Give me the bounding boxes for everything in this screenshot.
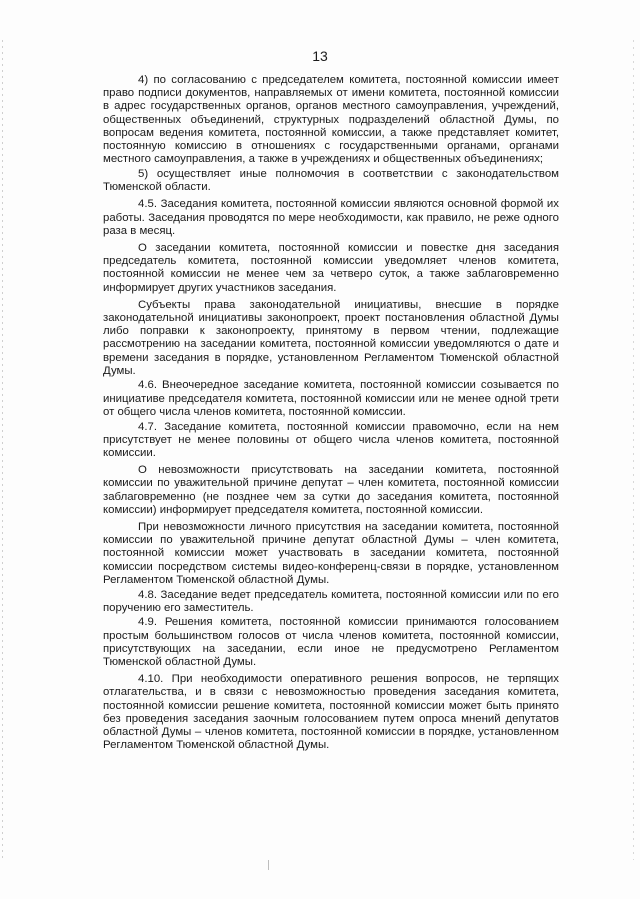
scan-edge-mark-left xyxy=(2,40,3,860)
paragraph-4-5-notification: О заседании комитета, постоянной комиссии и повестке дня заседания председатель комитета, постоянной комиссии уведомляет членов комитета, постоянной комиссии не менее чем за четверо суток, а также заблаговременно информирует других участников заседания. xyxy=(103,241,559,294)
paragraph-4-7-video-conference: При невозможности личного присутствия на заседании комитета, постоянной комиссии по уважительной причине депутат областной Думы – член комитета, постоянной комиссии может участвовать в заседании комитета, постоянной комиссии посредством системы видео-конференц-связи в порядке, установленном Регламентом Тюменской областной Думы. xyxy=(103,521,559,586)
document-body xyxy=(103,74,559,754)
paragraph-4-5-initiative-subjects: Субъекты права законодательной инициативы, внесшие в порядке законодательной инициативы законопроект, проект постановления областной Думы либо поправки к законопроекту, принятому в первом чтении, подлежащие рассмотрению на заседании комитета, постоянной комиссии уведомляются о дате и времени заседания в порядке, установленном Регламентом Тюменской областной Думы. xyxy=(103,298,559,377)
paragraph-4-4-item-4: 4) по согласованию с председателем комитета, постоянной комиссии имеет право подписи документов, направляемых от имени комитета, постоянной комиссии в адрес государственных органов, органов местного самоуправления, учреждений, общественных объединений, структурных подразделений областной Думы, по вопросам ведения комитета, постоянной комиссии, а также представляет комитет, постоянную комиссию в отношениях с государственными органами, органами местного самоуправления, а также в учреждениях и общественных объединениях; xyxy=(103,74,559,166)
scan-edge-mark-right xyxy=(633,40,634,860)
paragraph-4-10: 4.10. При необходимости оперативного решения вопросов, не терпящих отлагательства, и в связи с невозможностью проведения заседания комитета, постоянной комиссии решение комитета, постоянной комиссии может быть принято без проведения заседания заочным голосованием путем опроса мнений депутатов областной Думы – членов комитета, постоянной комиссии в порядке, установленном Регламентом Тюменской областной Думы. xyxy=(103,673,559,752)
paragraph-4-4-item-5: 5) осуществляет иные полномочия в соответствии с законодательством Тюменской области. xyxy=(103,167,559,194)
paragraph-4-6: 4.6. Внеочередное заседание комитета, постоянной комиссии созывается по инициативе председателя комитета, постоянной комиссии или не менее одной трети от общего числа членов комитета, постоянной комиссии. xyxy=(103,379,559,418)
paragraph-4-7-absence-notice: О невозможности присутствовать на заседании комитета, постоянной комиссии по уважительной причине депутат – член комитета, постоянной комиссии заблаговременно (не позднее чем за сутки до заседания комитета, постоянной комиссии) информирует председателя комитета, постоянной комиссии. xyxy=(103,464,559,516)
paragraph-4-8: 4.8. Заседание ведет председатель комитета, постоянной комиссии или по его поручению его заместитель. xyxy=(103,588,559,614)
paragraph-4-7: 4.7. Заседание комитета, постоянной комиссии правомочно, если на нем присутствует не менее половины от общего числа членов комитета, постоянной комиссии. xyxy=(103,420,559,459)
paragraph-4-5: 4.5. Заседания комитета, постоянной комиссии являются основной формой их работы. Заседания проводятся по мере необходимости, как правило, не реже одного раза в месяц. xyxy=(103,198,559,237)
page-number: 13 xyxy=(312,48,328,64)
scan-artifact xyxy=(268,860,269,870)
paragraph-4-9: 4.9. Решения комитета, постоянной комиссии принимаются голосованием простым большинством голосов от числа членов комитета, постоянной комиссии, присутствующих на заседании, если иное не предусмотрено Регламентом Тюменской областной Думы. xyxy=(103,616,559,669)
